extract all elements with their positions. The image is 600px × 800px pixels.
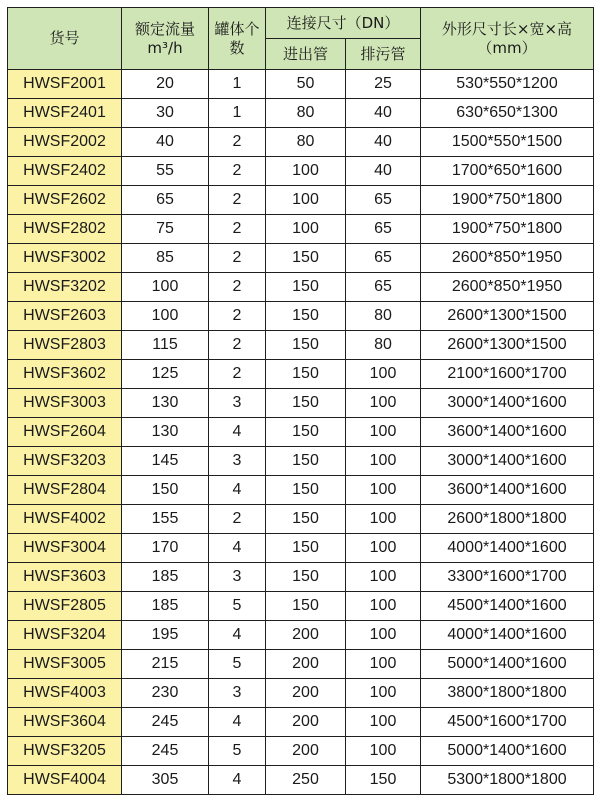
cell-drain: 100: [346, 708, 421, 737]
table-row: [8, 273, 594, 302]
cell-model: HWSF3003: [8, 389, 122, 418]
cell-tanks: 4: [209, 621, 266, 650]
table-row: [8, 766, 594, 795]
cell-flow: 125: [122, 360, 209, 389]
table-row: [8, 534, 594, 563]
cell-drain: 100: [346, 650, 421, 679]
cell-inlet-outlet: 150: [266, 592, 346, 621]
cell-dimensions: 5300*1800*1800: [421, 766, 594, 795]
cell-flow: 65: [122, 186, 209, 215]
header-model: 货号: [8, 8, 122, 70]
cell-drain: 80: [346, 302, 421, 331]
cell-model: HWSF3202: [8, 273, 122, 302]
cell-inlet-outlet: 150: [266, 447, 346, 476]
table-row: [8, 447, 594, 476]
cell-dimensions: 2600*850*1950: [421, 273, 594, 302]
cell-drain: 100: [346, 592, 421, 621]
cell-inlet-outlet: 250: [266, 766, 346, 795]
cell-inlet-outlet: 150: [266, 389, 346, 418]
cell-dimensions: 3300*1600*1700: [421, 563, 594, 592]
cell-dimensions: 4500*1400*1600: [421, 592, 594, 621]
cell-inlet-outlet: 100: [266, 215, 346, 244]
cell-model: HWSF2603: [8, 302, 122, 331]
cell-model: HWSF2402: [8, 157, 122, 186]
cell-drain: 100: [346, 447, 421, 476]
cell-model: HWSF3603: [8, 563, 122, 592]
table-row: [8, 70, 594, 99]
cell-tanks: 2: [209, 505, 266, 534]
table-row: [8, 418, 594, 447]
cell-model: HWSF2802: [8, 215, 122, 244]
cell-drain: 40: [346, 99, 421, 128]
header-drain: 排污管: [346, 39, 421, 70]
cell-tanks: 3: [209, 563, 266, 592]
cell-drain: 65: [346, 215, 421, 244]
cell-drain: 65: [346, 244, 421, 273]
cell-inlet-outlet: 150: [266, 273, 346, 302]
table-row: [8, 679, 594, 708]
cell-drain: 100: [346, 563, 421, 592]
cell-tanks: 3: [209, 389, 266, 418]
cell-dimensions: 1700*650*1600: [421, 157, 594, 186]
cell-flow: 130: [122, 389, 209, 418]
cell-model: HWSF3205: [8, 737, 122, 766]
cell-tanks: 2: [209, 186, 266, 215]
cell-drain: 100: [346, 476, 421, 505]
cell-tanks: 2: [209, 273, 266, 302]
cell-inlet-outlet: 200: [266, 679, 346, 708]
cell-flow: 170: [122, 534, 209, 563]
cell-drain: 100: [346, 360, 421, 389]
table-row: [8, 563, 594, 592]
cell-drain: 65: [346, 273, 421, 302]
table-row: [8, 99, 594, 128]
cell-tanks: 2: [209, 360, 266, 389]
cell-tanks: 3: [209, 679, 266, 708]
cell-flow: 215: [122, 650, 209, 679]
cell-model: HWSF3004: [8, 534, 122, 563]
cell-tanks: 5: [209, 592, 266, 621]
cell-tanks: 5: [209, 737, 266, 766]
spec-table-sheet: [7, 7, 593, 793]
cell-flow: 40: [122, 128, 209, 157]
cell-flow: 20: [122, 70, 209, 99]
cell-dimensions: 2600*1800*1800: [421, 505, 594, 534]
cell-tanks: 2: [209, 302, 266, 331]
cell-flow: 185: [122, 592, 209, 621]
cell-dimensions: 1900*750*1800: [421, 215, 594, 244]
cell-model: HWSF3203: [8, 447, 122, 476]
cell-dimensions: 3600*1400*1600: [421, 418, 594, 447]
cell-drain: 80: [346, 331, 421, 360]
cell-flow: 85: [122, 244, 209, 273]
cell-inlet-outlet: 150: [266, 505, 346, 534]
cell-model: HWSF2804: [8, 476, 122, 505]
cell-flow: 30: [122, 99, 209, 128]
cell-flow: 230: [122, 679, 209, 708]
header-inlet-outlet: 进出管: [266, 39, 346, 70]
cell-inlet-outlet: 150: [266, 534, 346, 563]
cell-drain: 100: [346, 737, 421, 766]
cell-drain: 40: [346, 157, 421, 186]
cell-model: HWSF4002: [8, 505, 122, 534]
cell-dimensions: 5000*1400*1600: [421, 650, 594, 679]
cell-drain: 25: [346, 70, 421, 99]
cell-dimensions: 3000*1400*1600: [421, 447, 594, 476]
cell-model: HWSF2805: [8, 592, 122, 621]
cell-drain: 100: [346, 534, 421, 563]
table-row: [8, 505, 594, 534]
cell-dimensions: 5000*1400*1600: [421, 737, 594, 766]
cell-inlet-outlet: 50: [266, 70, 346, 99]
cell-dimensions: 2100*1600*1700: [421, 360, 594, 389]
table-row: [8, 737, 594, 766]
cell-drain: 40: [346, 128, 421, 157]
cell-dimensions: 1900*750*1800: [421, 186, 594, 215]
cell-tanks: 4: [209, 534, 266, 563]
table-row: [8, 621, 594, 650]
cell-tanks: 4: [209, 476, 266, 505]
table-row: [8, 708, 594, 737]
cell-dimensions: 3000*1400*1600: [421, 389, 594, 418]
cell-flow: 145: [122, 447, 209, 476]
header-flow: 额定流量m³/h: [122, 8, 209, 70]
cell-dimensions: 1500*550*1500: [421, 128, 594, 157]
cell-tanks: 2: [209, 215, 266, 244]
cell-dimensions: 630*650*1300: [421, 99, 594, 128]
cell-drain: 100: [346, 621, 421, 650]
table-row: [8, 650, 594, 679]
cell-dimensions: 4000*1400*1600: [421, 621, 594, 650]
cell-drain: 100: [346, 418, 421, 447]
cell-dimensions: 4500*1600*1700: [421, 708, 594, 737]
cell-model: HWSF2002: [8, 128, 122, 157]
table-row: [8, 244, 594, 273]
cell-inlet-outlet: 200: [266, 737, 346, 766]
cell-flow: 75: [122, 215, 209, 244]
cell-flow: 100: [122, 302, 209, 331]
table-row: [8, 128, 594, 157]
table-row: [8, 592, 594, 621]
cell-tanks: 4: [209, 708, 266, 737]
cell-model: HWSF2001: [8, 70, 122, 99]
cell-flow: 245: [122, 708, 209, 737]
cell-inlet-outlet: 150: [266, 302, 346, 331]
cell-drain: 100: [346, 679, 421, 708]
cell-dimensions: 3600*1400*1600: [421, 476, 594, 505]
cell-flow: 130: [122, 418, 209, 447]
cell-tanks: 1: [209, 99, 266, 128]
table-row: [8, 157, 594, 186]
cell-model: HWSF2602: [8, 186, 122, 215]
cell-drain: 100: [346, 505, 421, 534]
cell-tanks: 2: [209, 128, 266, 157]
cell-dimensions: 3800*1800*1800: [421, 679, 594, 708]
cell-dimensions: 530*550*1200: [421, 70, 594, 99]
cell-inlet-outlet: 80: [266, 99, 346, 128]
cell-model: HWSF2604: [8, 418, 122, 447]
table-header: [8, 8, 594, 70]
table-row: [8, 331, 594, 360]
table-row: [8, 215, 594, 244]
cell-model: HWSF3204: [8, 621, 122, 650]
cell-inlet-outlet: 150: [266, 331, 346, 360]
cell-inlet-outlet: 200: [266, 621, 346, 650]
cell-tanks: 2: [209, 244, 266, 273]
table-row: [8, 360, 594, 389]
cell-model: HWSF4003: [8, 679, 122, 708]
cell-dimensions: 2600*1300*1500: [421, 302, 594, 331]
spec-table: [7, 7, 594, 795]
table-row: [8, 302, 594, 331]
cell-flow: 55: [122, 157, 209, 186]
cell-dimensions: 4000*1400*1600: [421, 534, 594, 563]
table-row: [8, 186, 594, 215]
cell-tanks: 4: [209, 766, 266, 795]
cell-dimensions: 2600*850*1950: [421, 244, 594, 273]
cell-drain: 100: [346, 389, 421, 418]
cell-tanks: 3: [209, 447, 266, 476]
cell-model: HWSF2803: [8, 331, 122, 360]
cell-inlet-outlet: 100: [266, 157, 346, 186]
cell-model: HWSF2401: [8, 99, 122, 128]
cell-flow: 245: [122, 737, 209, 766]
cell-tanks: 4: [209, 418, 266, 447]
cell-model: HWSF3002: [8, 244, 122, 273]
cell-drain: 65: [346, 186, 421, 215]
cell-inlet-outlet: 150: [266, 563, 346, 592]
cell-drain: 150: [346, 766, 421, 795]
header-connection: 连接尺寸（DN）: [266, 8, 421, 39]
cell-tanks: 2: [209, 331, 266, 360]
cell-inlet-outlet: 200: [266, 708, 346, 737]
table-row: [8, 389, 594, 418]
cell-inlet-outlet: 150: [266, 360, 346, 389]
cell-model: HWSF3005: [8, 650, 122, 679]
cell-inlet-outlet: 150: [266, 244, 346, 273]
cell-dimensions: 2600*1300*1500: [421, 331, 594, 360]
cell-tanks: 5: [209, 650, 266, 679]
cell-model: HWSF3602: [8, 360, 122, 389]
header-dimensions: 外形尺寸长×宽×高（mm）: [421, 8, 594, 70]
header-tanks: 罐体个数: [209, 8, 266, 70]
cell-tanks: 2: [209, 157, 266, 186]
cell-flow: 305: [122, 766, 209, 795]
cell-flow: 115: [122, 331, 209, 360]
cell-inlet-outlet: 150: [266, 418, 346, 447]
cell-inlet-outlet: 80: [266, 128, 346, 157]
cell-model: HWSF4004: [8, 766, 122, 795]
cell-flow: 155: [122, 505, 209, 534]
table-row: [8, 476, 594, 505]
cell-inlet-outlet: 200: [266, 650, 346, 679]
cell-flow: 195: [122, 621, 209, 650]
cell-inlet-outlet: 150: [266, 476, 346, 505]
cell-flow: 185: [122, 563, 209, 592]
cell-tanks: 1: [209, 70, 266, 99]
cell-model: HWSF3604: [8, 708, 122, 737]
cell-inlet-outlet: 100: [266, 186, 346, 215]
cell-flow: 100: [122, 273, 209, 302]
cell-flow: 150: [122, 476, 209, 505]
table-body: [8, 70, 594, 795]
